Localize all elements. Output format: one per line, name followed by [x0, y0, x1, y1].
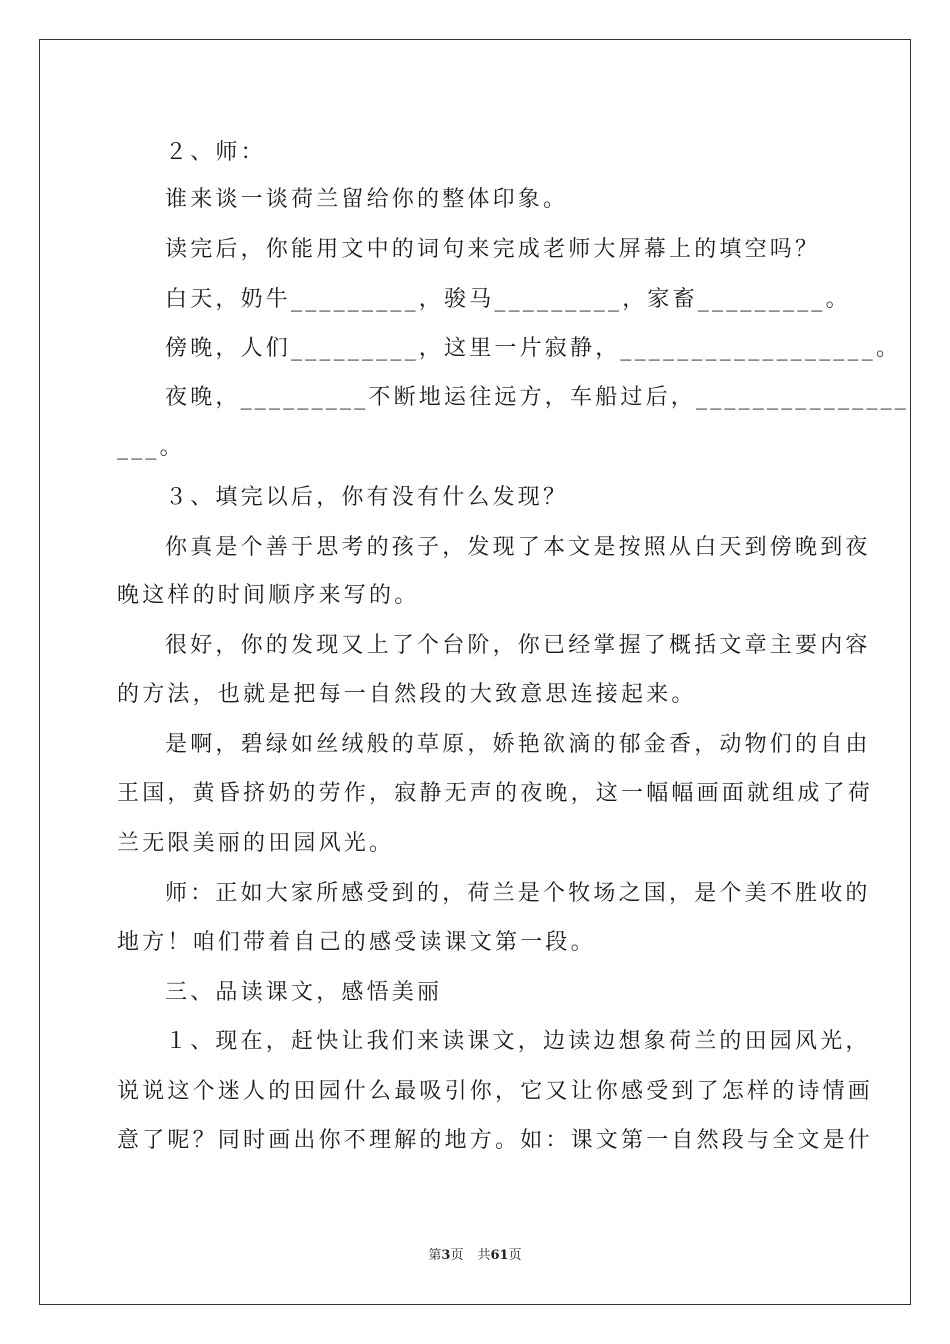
text-line: １、现在，赶快让我们来读课文，边读边想象荷兰的田园风光， — [165, 1029, 871, 1054]
text-line: 你真是个善于思考的孩子，发现了本文是按照从白天到傍晚到夜 — [165, 535, 871, 560]
section-heading: 三、品读课文，感悟美丽 — [165, 980, 443, 1005]
text-line: 师：正如大家所感受到的，荷兰是个牧场之国，是个美不胜收的 — [165, 881, 871, 906]
text-line: 白天，奶牛_________，骏马_________，家畜_________。 — [165, 287, 851, 312]
text-line: 兰无限美丽的田园风光。 — [117, 831, 395, 856]
text-line: 晚这样的时间顺序来写的。 — [117, 583, 420, 608]
page-footer — [0, 1248, 950, 1264]
text-line: 说说这个迷人的田园什么最吸引你，它又让你感受到了怎样的诗情画 — [117, 1079, 874, 1104]
text-line: 读完后，你能用文中的词句来完成老师大屏幕上的填空吗？ — [165, 237, 821, 262]
page-number: 3 — [441, 1248, 451, 1263]
text-line: 王国，黄昏挤奶的劳作，寂静无声的夜晚，这一幅幅画面就组成了荷 — [117, 781, 874, 806]
total-prefix: 共 — [477, 1248, 491, 1263]
total-suffix: 页 — [508, 1248, 522, 1263]
text-line: ３、填完以后，你有没有什么发现？ — [165, 485, 569, 510]
text-line: 夜晚，_________不断地运往远方，车船过后，_______________ — [165, 385, 910, 410]
text-line: 是啊，碧绿如丝绒般的草原，娇艳欲滴的郁金香，动物们的自由 — [165, 732, 871, 757]
text-line: ___。 — [117, 435, 185, 460]
text-line: 地方！咱们带着自己的感受读课文第一段。 — [117, 930, 596, 955]
page-prefix: 第 — [428, 1248, 442, 1263]
text-line: ２、师： — [165, 140, 266, 165]
total-pages: 61 — [490, 1248, 509, 1263]
text-line: 意了呢？同时画出你不理解的地方。如：课文第一自然段与全文是什 — [117, 1128, 874, 1153]
text-line: 很好，你的发现又上了个台阶，你已经掌握了概括文章主要内容 — [165, 633, 871, 658]
text-line: 的方法，也就是把每一自然段的大致意思连接起来。 — [117, 682, 697, 707]
page-border — [39, 39, 911, 1305]
text-line: 谁来谈一谈荷兰留给你的整体印象。 — [165, 187, 569, 212]
text-line: 傍晚，人们_________，这里一片寂静，__________________。 — [165, 336, 902, 361]
page-suffix: 页 — [450, 1248, 464, 1263]
